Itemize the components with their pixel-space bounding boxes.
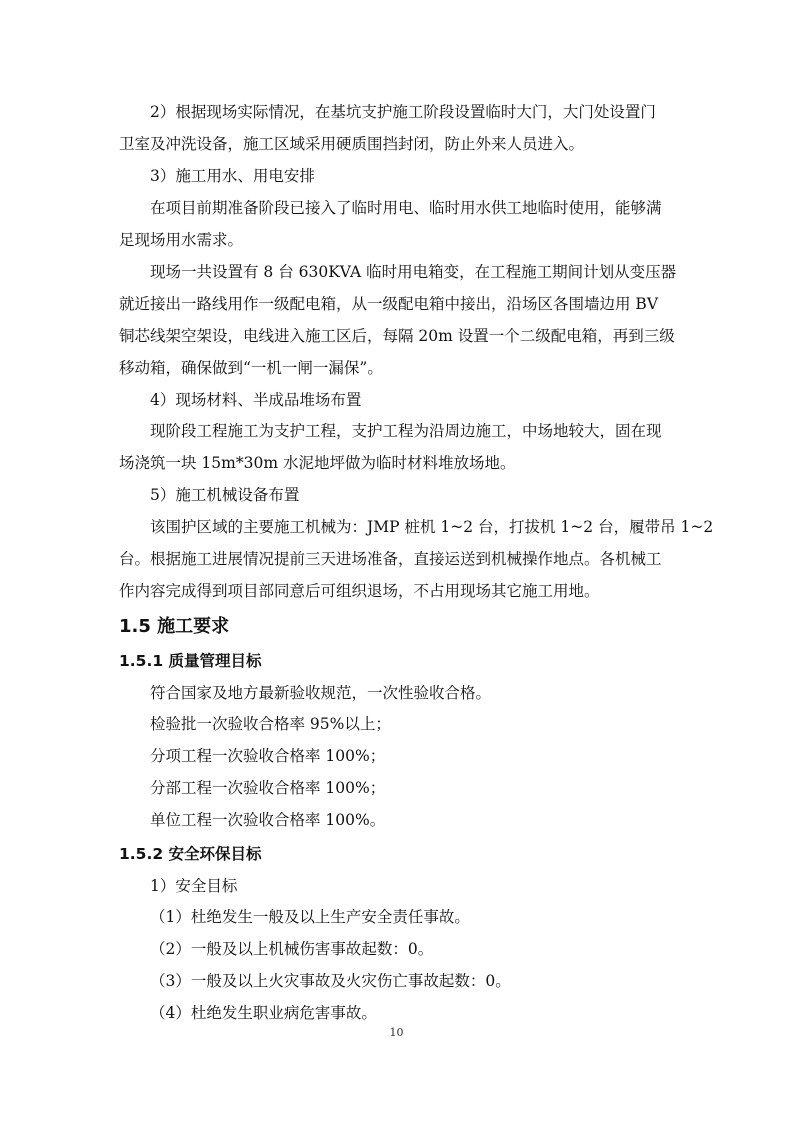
quality-item: 符合国家及地方最新验收规范，一次性验收合格。 <box>150 684 492 702</box>
section-heading-1-5-2: 1.5.2 安全环保目标 <box>119 845 262 863</box>
quality-item: 单位工程一次验收合格率 100%。 <box>150 811 386 829</box>
section-heading-1-5-1: 1.5.1 质量管理目标 <box>119 652 262 670</box>
safety-item: （1）杜绝发生一般及以上生产安全责任事故。 <box>150 908 470 926</box>
para1-line1: 2）根据现场实际情况，在基坑支护施工阶段设置临时大门，大门处设置门 <box>150 103 656 121</box>
quality-item: 检验批一次验收合格率 95%以上； <box>150 715 391 733</box>
para3-line3: 铜芯线架空架设，电线进入施工区后，每隔 20m 设置一个二级配电箱，再到三级 <box>119 327 675 345</box>
heading-machinery: 5）施工机械设备布置 <box>150 486 300 504</box>
para2-line2: 足现场用水需求。 <box>119 231 244 249</box>
safety-item: （4）杜绝发生职业病危害事故。 <box>150 1004 377 1022</box>
quality-item: 分项工程一次验收合格率 100%； <box>150 747 386 765</box>
para3-line4: 移动箱，确保做到“一机一闸一漏保”。 <box>119 359 383 377</box>
heading-water-power: 3）施工用水、用电安排 <box>150 167 315 185</box>
para5-line1: 该围护区域的主要施工机械为：JMP 桩机 1~2 台，打拔机 1~2 台，履带吊 1~2 <box>150 518 714 536</box>
para4-line2: 场浇筑一块 15m*30m 水泥地坪做为临时材料堆放场地。 <box>119 454 516 472</box>
para1-line2: 卫室及冲洗设备，施工区域采用硬质围挡封闭，防止外来人员进入。 <box>119 135 585 153</box>
para2-line1: 在项目前期准备阶段已接入了临时用电、临时用水供工地临时使用，能够满 <box>150 199 662 217</box>
para3-line1: 现场一共设置有 8 台 630KVA 临时用电箱变，在工程施工期间计划从变压器 <box>150 263 677 281</box>
para5-line2: 台。根据施工进展情况提前三天进场准备，直接运送到机械操作地点。各机械工 <box>119 550 662 568</box>
para4-line1: 现阶段工程施工为支护工程，支护工程为沿周边施工，中场地较大，固在现 <box>150 422 662 440</box>
page-number: 10 <box>389 1026 404 1039</box>
safety-heading: 1）安全目标 <box>150 877 238 895</box>
para5-line3: 作内容完成得到项目部同意后可组织退场，不占用现场其它施工用地。 <box>119 582 600 600</box>
safety-item: （2）一般及以上机械伤害事故起数：0。 <box>150 940 434 958</box>
section-heading-1-5: 1.5 施工要求 <box>119 616 230 637</box>
quality-item: 分部工程一次验收合格率 100%； <box>150 779 386 797</box>
heading-materials: 4）现场材料、半成品堆场布置 <box>150 391 362 409</box>
safety-item: （3）一般及以上火灾事故及火灾伤亡事故起数：0。 <box>150 972 511 990</box>
para3-line2: 就近接出一路线用作一级配电箱，从一级配电箱中接出，沿场区各围墙边用 BV <box>119 295 659 313</box>
